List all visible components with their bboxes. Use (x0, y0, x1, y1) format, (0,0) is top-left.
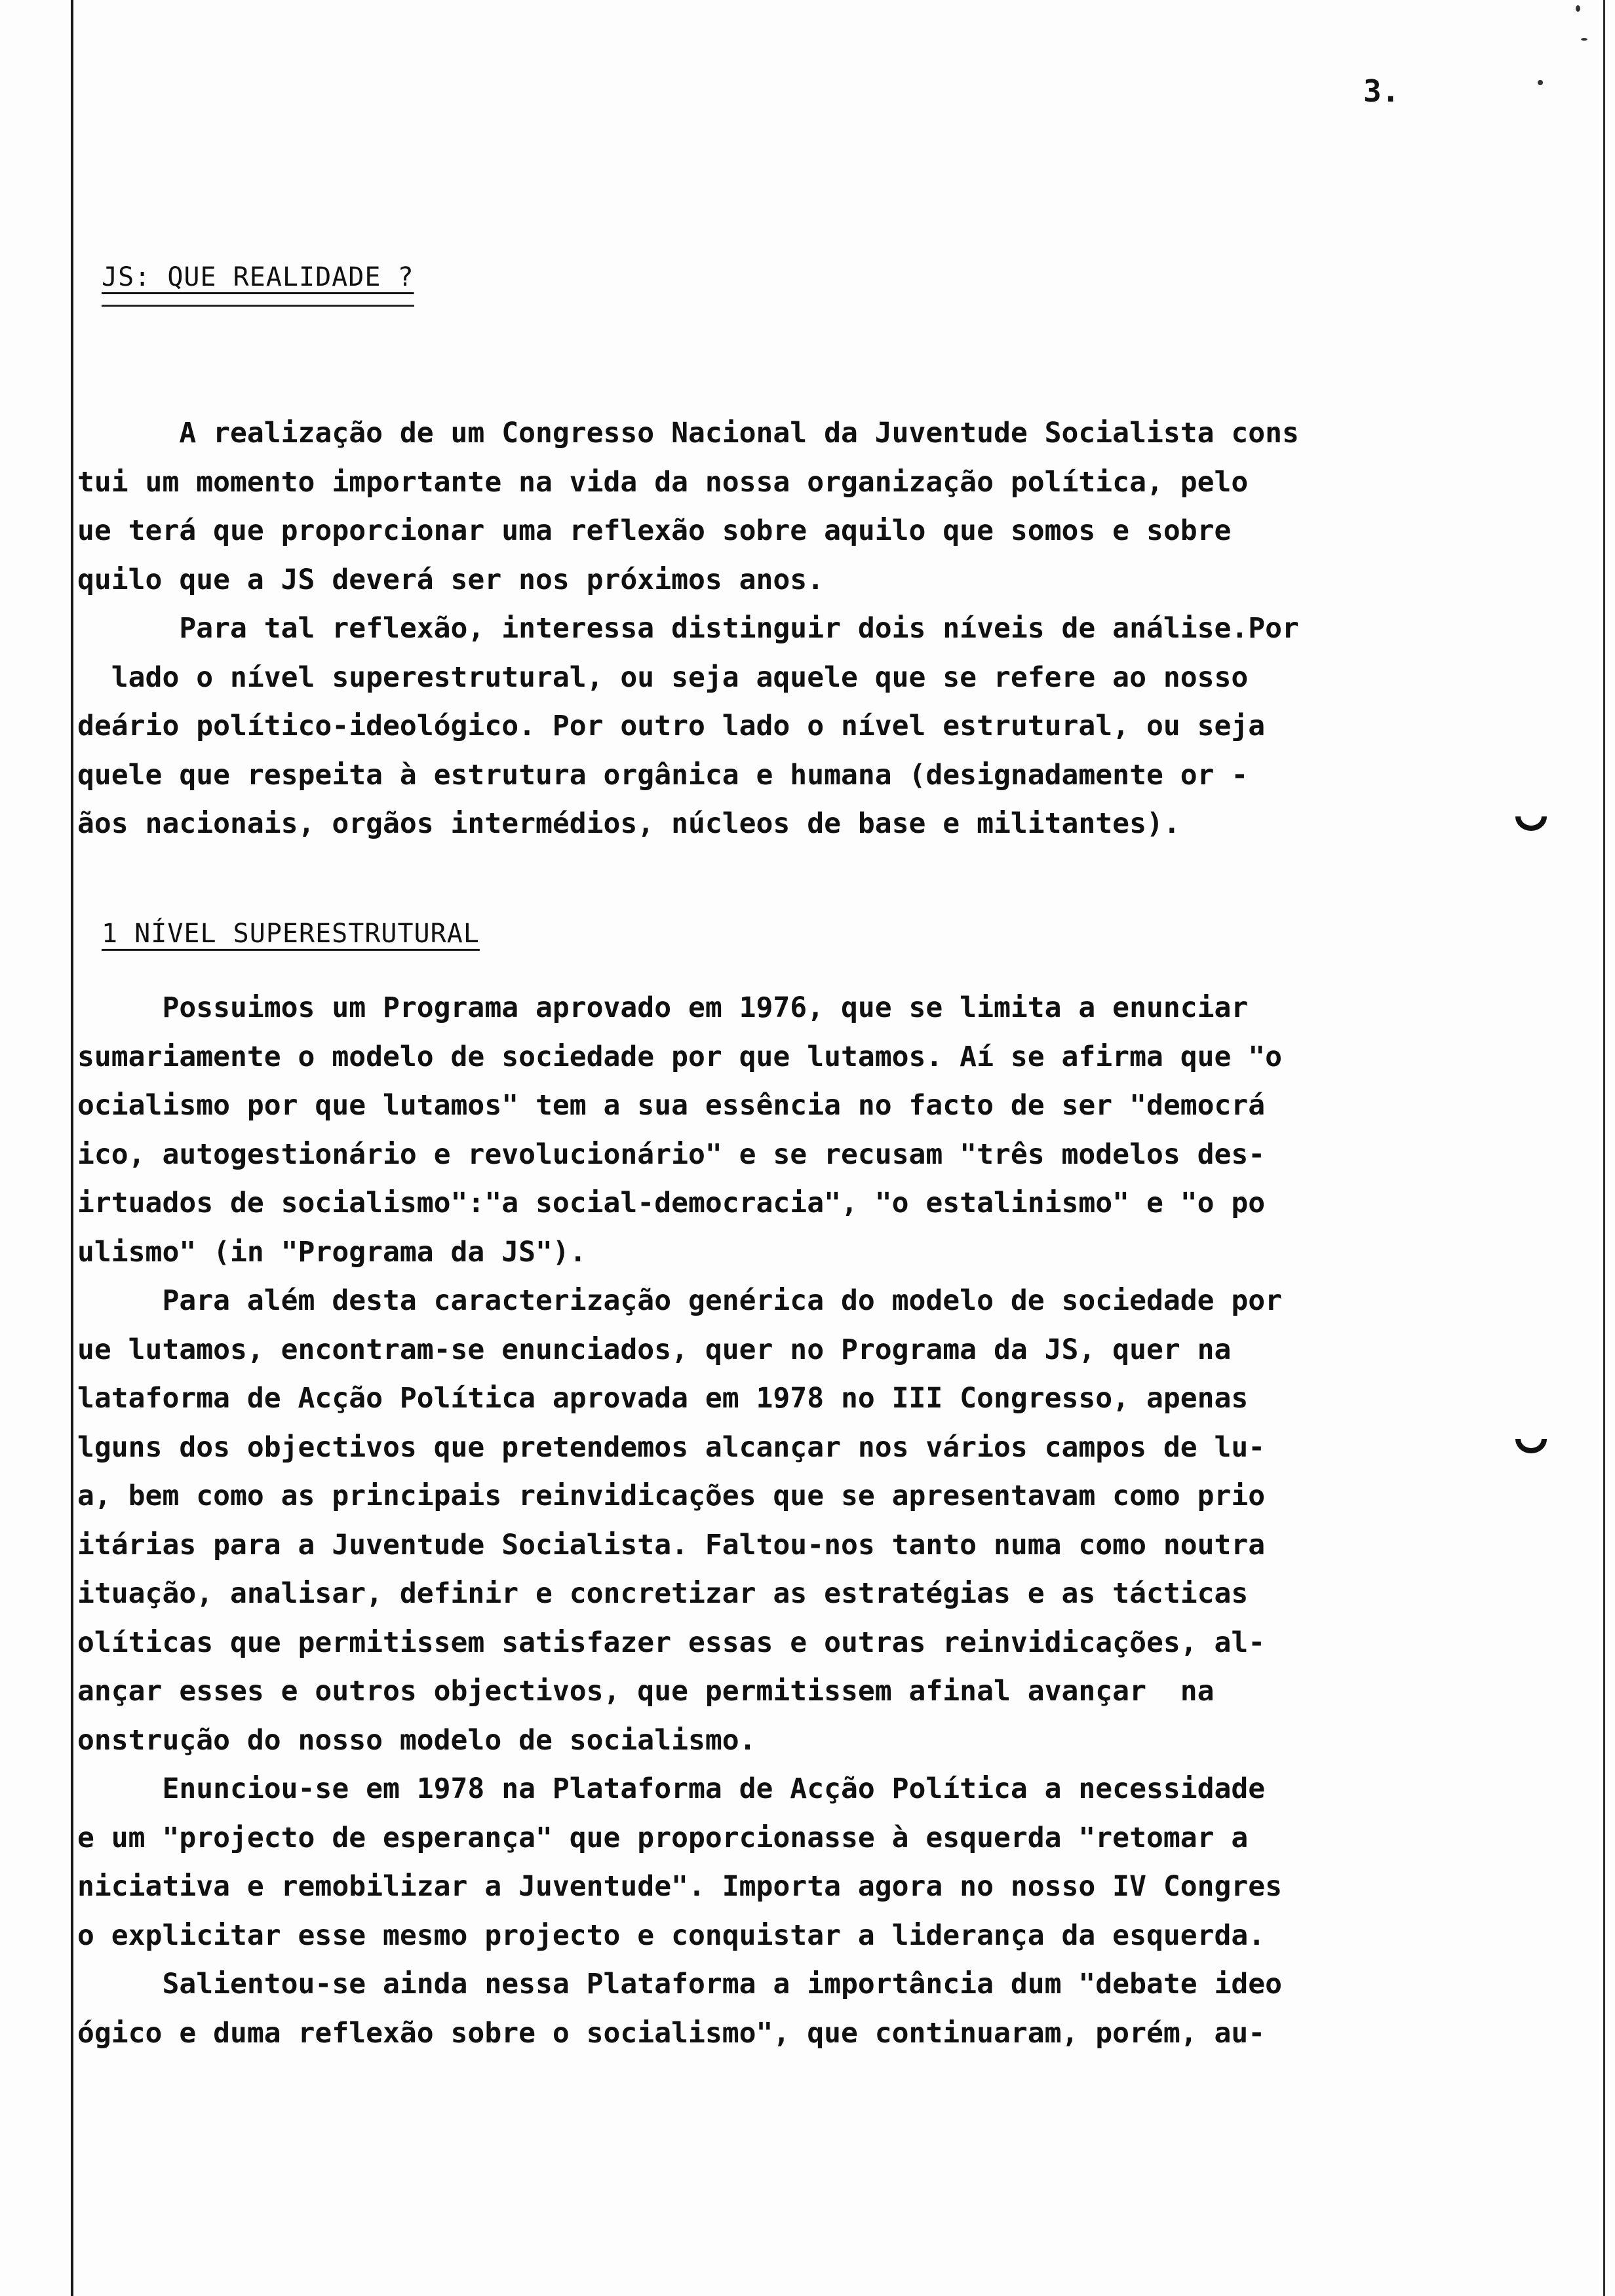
binding-edge-line (71, 0, 73, 2296)
nivel-text-line: ulismo" (in "Programa da JS"). (77, 1235, 587, 1269)
nivel-text-line: Possuimos um Programa aprovado em 1976, que se limita a enunciar (77, 991, 1249, 1024)
scan-speck (1538, 80, 1543, 85)
subsection-heading: 1 NÍVEL SUPERESTRUTURAL (102, 919, 480, 949)
nivel-text-line: ue lutamos, encontram-se enunciados, quer no Programa da JS, quer na (77, 1333, 1232, 1366)
nivel-text-line: sumariamente o modelo de sociedade por que lutamos. Aí se afirma que "o (77, 1040, 1283, 1073)
nivel-text-line: ocialismo por que lutamos" tem a sua essência no facto de ser "democrá (77, 1089, 1266, 1122)
nivel-text-line: ógico e duma reflexão sobre o socialismo", que continuaram, porém, au- (77, 2016, 1266, 2050)
intro-text-line: quilo que a JS deverá ser nos próximos anos. (77, 563, 825, 596)
nivel-superestrutural-paragraphs (77, 984, 1460, 2057)
nivel-text-line: Enunciou-se em 1978 na Plataforma de Acção Política a necessidade (77, 1772, 1266, 1805)
intro-text-line: lado o nível superestrutural, ou seja aquele que se refere ao nosso (77, 660, 1249, 694)
nivel-text-line: Para além desta caracterização genérica do modelo de sociedade por (77, 1284, 1283, 1317)
nivel-text-line: itárias para a Juventude Socialista. Faltou-nos tanto numa como noutra (77, 1528, 1266, 1561)
intro-text-line: Para tal reflexão, interessa distinguir dois níveis de análise.Por (77, 612, 1299, 645)
intro-text-line: ãos nacionais, orgãos intermédios, núcleos de base e militantes). (77, 807, 1180, 840)
scan-speck (1581, 38, 1587, 41)
nivel-text-line: Salientou-se ainda nessa Plataforma a importância dum "debate ideo (77, 1968, 1283, 2000)
page-number: 3. (1363, 73, 1400, 109)
nivel-text-line: onstrução do nosso modelo de socialismo. (77, 1723, 756, 1757)
intro-text-line: tui um momento importante na vida da nossa organização política, pelo (77, 465, 1249, 499)
section-heading: JS: QUE REALIDADE ? (102, 262, 414, 292)
scan-speck (1576, 5, 1580, 12)
nivel-text-line: niciativa e remobilizar a Juventude". Importa agora no nosso IV Congres (77, 1870, 1283, 1903)
intro-paragraphs (77, 409, 1460, 849)
nivel-text-line: a, bem como as principais reinvidicações que se apresentavam como prio (77, 1480, 1266, 1512)
nivel-text-line: lataforma de Acção Política aprovada em 1978 no III Congresso, apenas (77, 1382, 1249, 1415)
nivel-text-line: o explicitar esse mesmo projecto e conquistar a liderança da esquerda. (77, 1919, 1266, 1952)
page-right-edge (1603, 0, 1605, 2296)
nivel-text-line: olíticas que permitissem satisfazer essas e outras reinvidicações, al- (77, 1626, 1266, 1659)
nivel-text-line: ituação, analisar, definir e concretizar as estratégias e as tácticas (77, 1577, 1249, 1610)
intro-text-line: A realização de um Congresso Nacional da Juventude Socialista cons (77, 417, 1299, 450)
nivel-text-line: lguns dos objectivos que pretendemos alcançar nos vários campos de lu- (77, 1430, 1266, 1464)
nivel-text-line: irtuados de socialismo":"a social-democracia", "o estalinismo" e "o po (77, 1187, 1266, 1219)
nivel-text-line: ançar esses e outros objectivos, que permitissem afinal avançar na (77, 1675, 1215, 1708)
punch-hole-mark (1513, 813, 1549, 839)
punch-hole-mark (1513, 1435, 1549, 1461)
intro-text-line: ue terá que proporcionar uma reflexão sobre aquilo que somos e sobre (77, 514, 1232, 547)
intro-text-line: deário político-ideológico. Por outro lado o nível estrutural, ou seja (77, 710, 1266, 742)
nivel-text-line: ico, autogestionário e revolucionário" e se recusam "três modelos des- (77, 1138, 1266, 1171)
intro-text-line: quele que respeita à estrutura orgânica e humana (designadamente or - (77, 758, 1249, 792)
nivel-text-line: e um "projecto de esperança" que proporcionasse à esquerda "retomar a (77, 1821, 1249, 1854)
